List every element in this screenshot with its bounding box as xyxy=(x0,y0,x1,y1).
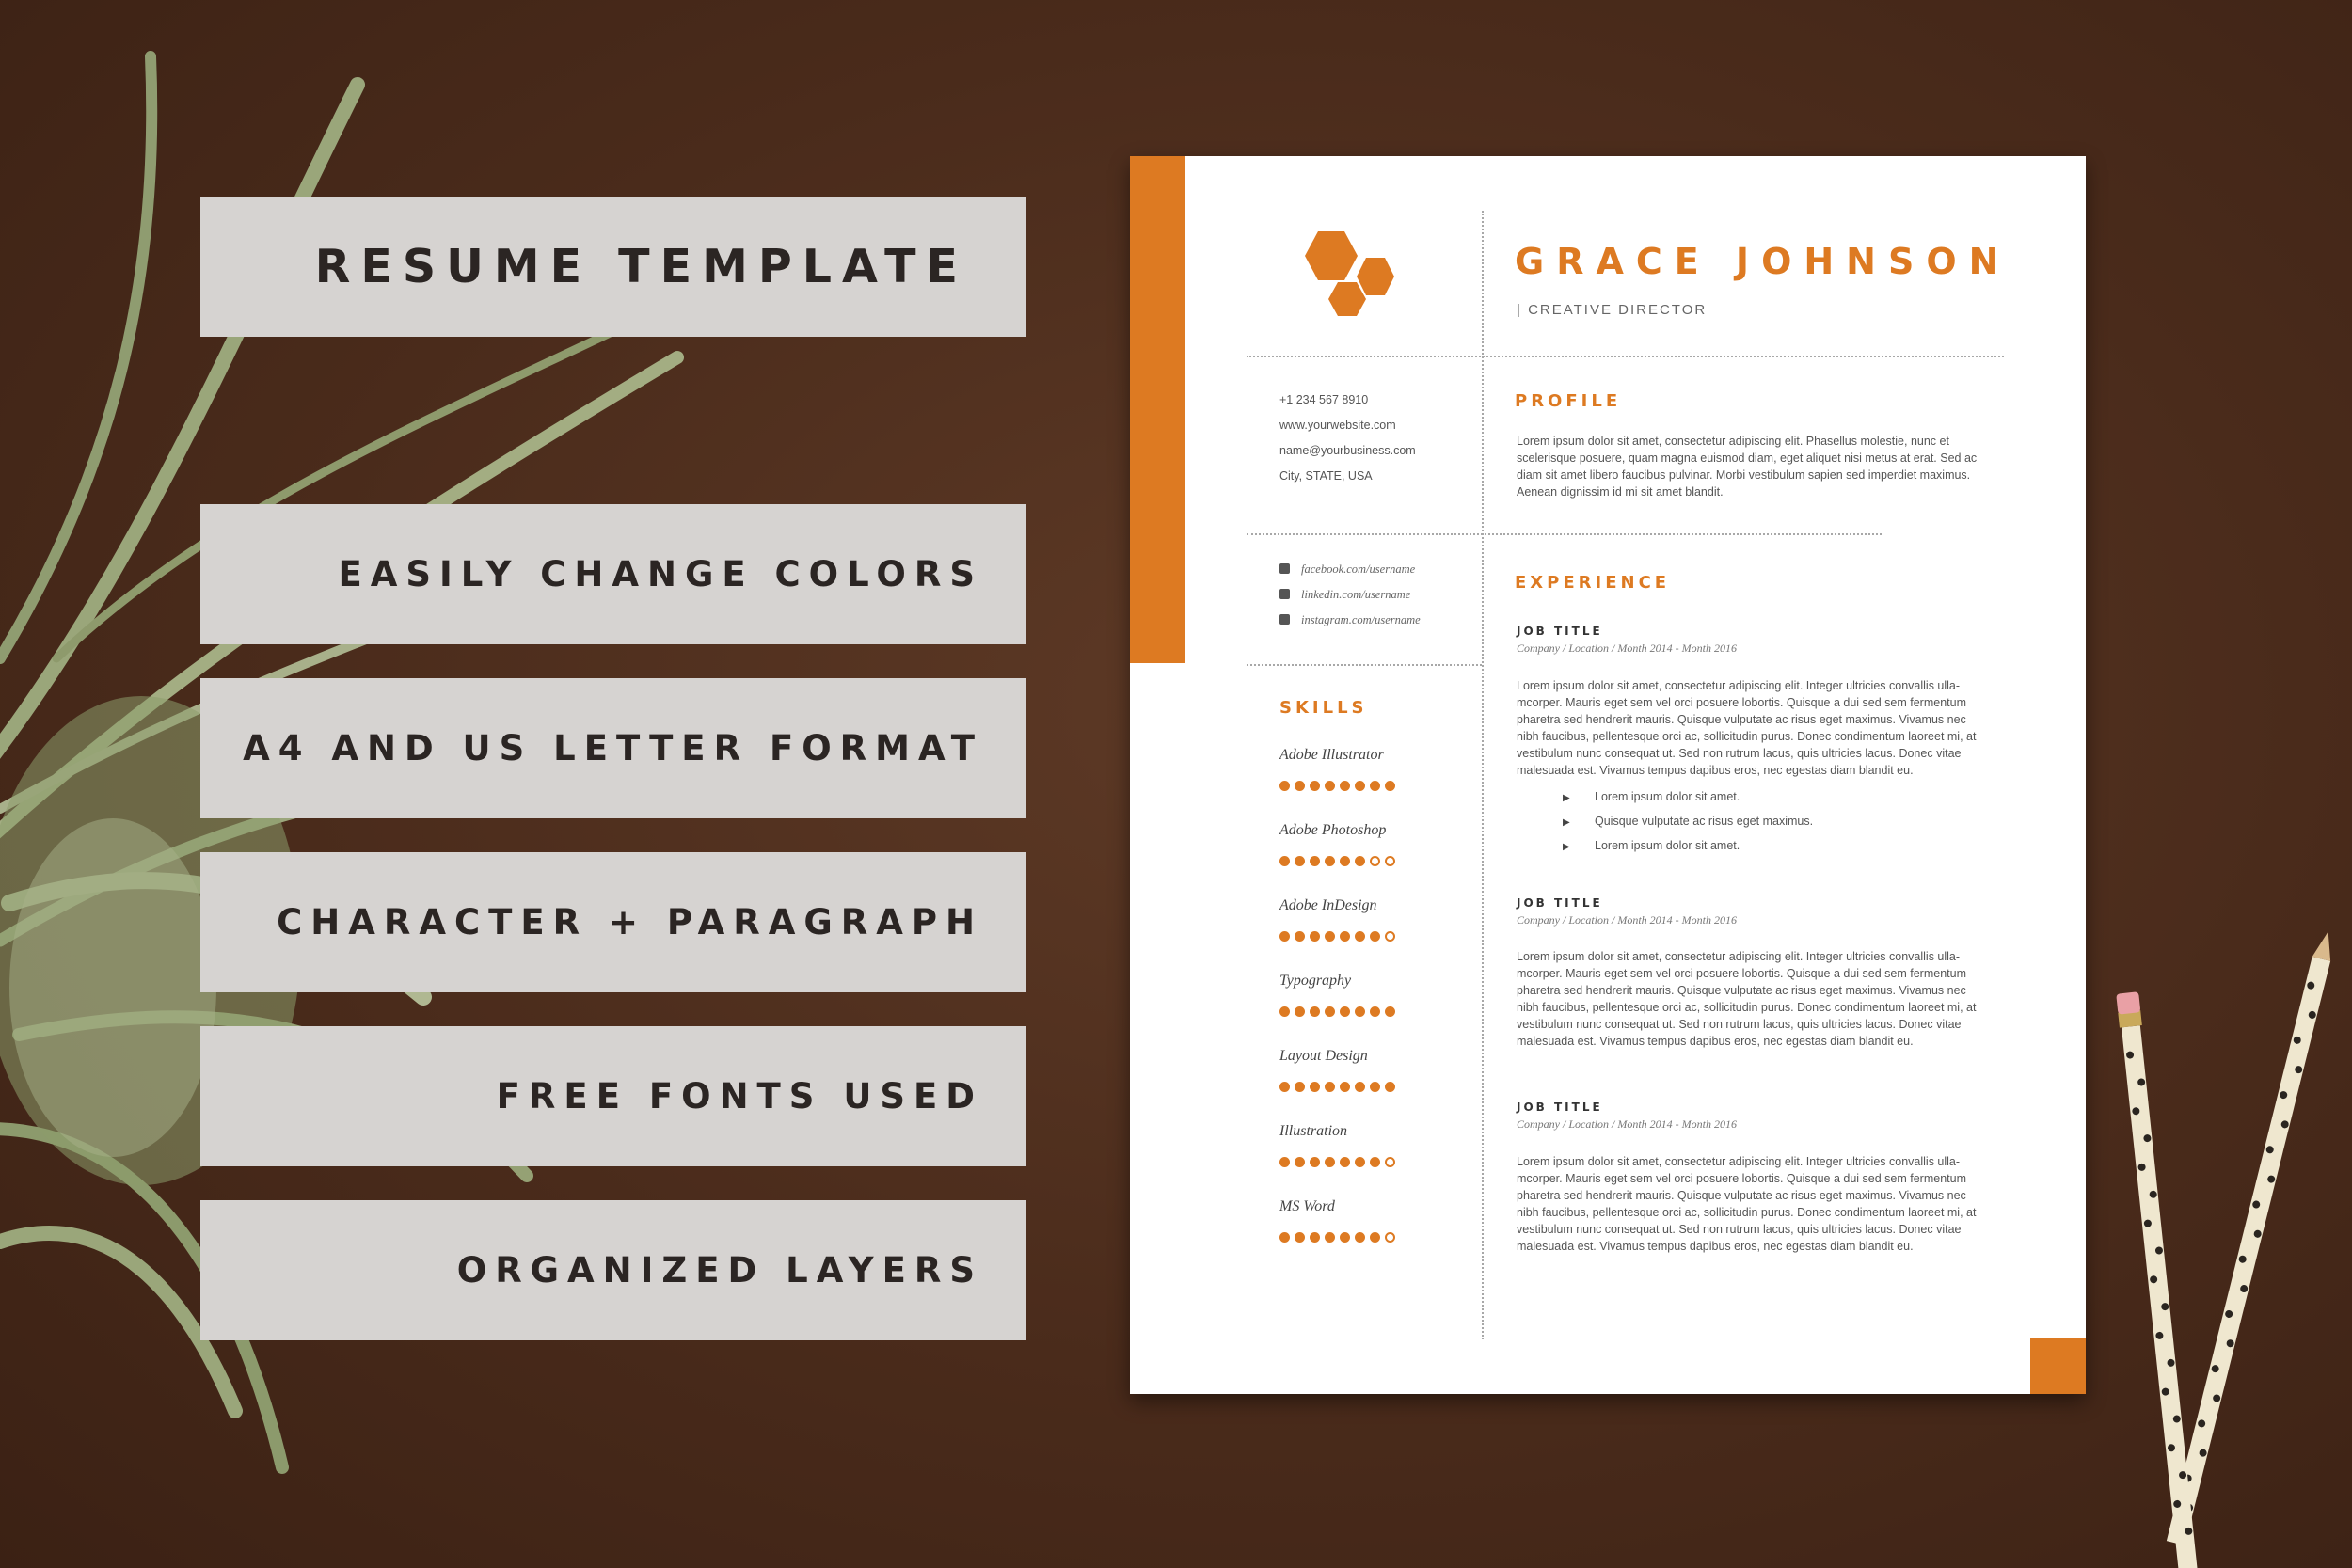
skill-dot-filled xyxy=(1340,1157,1350,1167)
skill-dot-filled xyxy=(1385,1006,1395,1017)
bullet-text: Quisque vulputate ac risus eget maximus. xyxy=(1595,815,1814,828)
skill-dot-filled xyxy=(1355,1082,1365,1092)
skill-dot-filled xyxy=(1370,1082,1380,1092)
social-instagram xyxy=(1279,613,1421,627)
skill-name: Layout Design xyxy=(1279,1048,1368,1064)
list-item: ▶ Lorem ipsum dolor sit amet. xyxy=(1563,839,1740,852)
skill-dot-empty xyxy=(1385,856,1395,866)
skill-dot-filled xyxy=(1340,1006,1350,1017)
contact-phone: +1 234 567 8910 xyxy=(1279,393,1369,406)
job-bullets xyxy=(1563,788,1813,862)
skill-dot-filled xyxy=(1295,1157,1305,1167)
skill-dot-filled xyxy=(1325,1006,1335,1017)
resume-name: GRACE JOHNSON xyxy=(1515,241,2011,282)
skill-dot-empty xyxy=(1385,931,1395,942)
divider xyxy=(1247,664,1482,666)
skills-heading: SKILLS xyxy=(1279,698,1368,718)
divider xyxy=(1247,356,2004,357)
resume-page xyxy=(1130,156,2086,1394)
skill-dot-filled xyxy=(1325,781,1335,791)
skill-dot-filled xyxy=(1279,931,1290,942)
skill-dot-filled xyxy=(1325,1232,1335,1243)
skill-name: Adobe Photoshop xyxy=(1279,822,1387,838)
skill-dot-filled xyxy=(1355,1157,1365,1167)
skill-dot-filled xyxy=(1279,1157,1290,1167)
skill-dot-filled xyxy=(1310,1082,1320,1092)
skill-dot-filled xyxy=(1355,1232,1365,1243)
job-meta: Company / Location / Month 2014 - Month 2016 xyxy=(1517,641,1737,655)
job-title: JOB TITLE xyxy=(1517,896,1603,910)
column-divider xyxy=(1482,211,1484,1339)
title-banner: RESUME TEMPLATE xyxy=(200,197,1026,337)
skill-dot-filled xyxy=(1340,856,1350,866)
job-title: JOB TITLE xyxy=(1517,1101,1603,1114)
skill-dot-filled xyxy=(1370,781,1380,791)
skill-dot-filled xyxy=(1310,931,1320,942)
skill-dot-filled xyxy=(1279,1082,1290,1092)
skill-dot-filled xyxy=(1325,931,1335,942)
skill-dot-filled xyxy=(1295,1082,1305,1092)
bullet-text: Lorem ipsum dolor sit amet. xyxy=(1595,839,1740,852)
job-meta: Company / Location / Month 2014 - Month 2016 xyxy=(1517,913,1737,927)
accent-bar xyxy=(1130,156,1185,663)
feature-banner: FREE FONTS USED xyxy=(200,1026,1026,1166)
bullet-text: Lorem ipsum dolor sit amet. xyxy=(1595,790,1740,803)
skill-dot-filled xyxy=(1325,1157,1335,1167)
skill-dot-filled xyxy=(1295,781,1305,791)
list-item: ▶ Lorem ipsum dolor sit amet. xyxy=(1563,790,1740,803)
skill-dot-filled xyxy=(1295,931,1305,942)
profile-heading: PROFILE xyxy=(1515,391,1622,411)
skill-dot-filled xyxy=(1325,1082,1335,1092)
social-label: facebook.com/username xyxy=(1301,562,1416,576)
skill-dot-filled xyxy=(1340,931,1350,942)
feature-banner: CHARACTER + PARAGRAPH xyxy=(200,852,1026,992)
skill-dot-filled xyxy=(1279,1006,1290,1017)
skill-dot-filled xyxy=(1370,1006,1380,1017)
feature-banner: ORGANIZED LAYERS xyxy=(200,1200,1026,1340)
linkedin-icon xyxy=(1279,589,1290,599)
skill-dot-filled xyxy=(1370,1232,1380,1243)
skill-dot-filled xyxy=(1340,1232,1350,1243)
job-meta: Company / Location / Month 2014 - Month 2016 xyxy=(1517,1117,1737,1131)
facebook-icon xyxy=(1279,563,1290,574)
feature-banner: A4 AND US LETTER FORMAT xyxy=(200,678,1026,818)
social-facebook xyxy=(1279,562,1415,577)
skill-dot-filled xyxy=(1295,1006,1305,1017)
skill-dot-empty xyxy=(1385,1157,1395,1167)
skill-dot-filled xyxy=(1295,1232,1305,1243)
experience-heading: EXPERIENCE xyxy=(1515,573,1671,593)
social-linkedin xyxy=(1279,588,1410,602)
skill-dot-filled xyxy=(1370,1157,1380,1167)
pencils-image xyxy=(2107,931,2352,1568)
skill-name: Adobe Illustrator xyxy=(1279,747,1384,763)
accent-square xyxy=(2030,1338,2086,1394)
skill-dot-filled xyxy=(1310,856,1320,866)
skill-dot-filled xyxy=(1355,931,1365,942)
skill-name: Illustration xyxy=(1279,1123,1348,1139)
skill-dot-filled xyxy=(1279,781,1290,791)
skill-dot-empty xyxy=(1385,1232,1395,1243)
skill-name: Adobe InDesign xyxy=(1279,897,1377,913)
skill-dot-filled xyxy=(1355,856,1365,866)
job-description: Lorem ipsum dolor sit amet, consectetur adipiscing elit. Integer ultricies convallis ulla-mcorper. Mauris eget sem vel orci posuere lobortis. Quisque a dui sed sem fermentum pharetra sed hendrerit mauris. Quisque vulputate ac risus eget maximus. Vivamus nec nibh faucibus, pellentesque orci ac, sollicitudin purus. Donec condimentum laoreet mi, at vestibulum nunc consequat ut. Sed non rutrum lacus, quis ultricies lacus. Donec vitae malesuada est. Vivamus tempus dapibus eros, nec egestas diam blandit eu. xyxy=(1517,950,1977,1048)
contact-email: name@yourbusiness.com xyxy=(1279,444,1416,457)
job-description: Lorem ipsum dolor sit amet, consectetur adipiscing elit. Integer ultricies convallis ulla-mcorper. Mauris eget sem vel orci posuere lobortis. Quisque a dui sed sem fermentum pharetra sed hendrerit mauris. Quisque vulputate ac risus eget maximus. Vivamus nec nibh faucibus, pellentesque orci ac, sollicitudin purus. Donec condimentum laoreet mi, at vestibulum nunc consequat ut. Sed non rutrum lacus, quis ultricies lacus. Donec vitae malesuada est. Vivamus tempus dapibus eros, nec egestas diam blandit eu. xyxy=(1517,679,1977,777)
skill-dot-filled xyxy=(1355,781,1365,791)
social-label: instagram.com/username xyxy=(1301,613,1421,626)
skill-dot-filled xyxy=(1385,1082,1395,1092)
feature-banner: EASILY CHANGE COLORS xyxy=(200,504,1026,644)
resume-role: | CREATIVE DIRECTOR xyxy=(1517,302,1708,318)
skill-dot-filled xyxy=(1385,781,1395,791)
skill-dot-filled xyxy=(1355,1006,1365,1017)
job-description: Lorem ipsum dolor sit amet, consectetur adipiscing elit. Integer ultricies convallis ulla-mcorper. Mauris eget sem vel orci posuere lobortis. Quisque a dui sed sem fermentum pharetra sed hendrerit mauris. Quisque vulputate ac risus eget maximus. Vivamus nec nibh faucibus, pellentesque orci ac, sollicitudin purus. Donec condimentum laoreet mi, at vestibulum nunc consequat ut. Sed non rutrum lacus, quis ultricies lacus. Donec vitae malesuada est. Vivamus tempus dapibus eros, nec egestas diam blandit eu. xyxy=(1517,1155,1977,1253)
skill-dot-filled xyxy=(1340,1082,1350,1092)
logo-hexagons-icon xyxy=(1302,230,1415,333)
skill-dot-filled xyxy=(1310,1006,1320,1017)
instagram-icon xyxy=(1279,614,1290,625)
skill-dot-filled xyxy=(1325,856,1335,866)
contact-website: www.yourwebsite.com xyxy=(1279,419,1396,432)
skill-dot-filled xyxy=(1310,1157,1320,1167)
profile-text: Lorem ipsum dolor sit amet, consectetur adipiscing elit. Phasellus molestie, nunc et scelerisque posuere, quam magna euismod diam, eget aliquet nisi metus at erat. Sed ac diam sit amet libero faucibus pulvinar. Morbi vestibulum sapien sed imperdiet maximus. Aenean dignissim id mi sit amet blandit. xyxy=(1517,435,1978,499)
job-title: JOB TITLE xyxy=(1517,625,1603,638)
skill-name: Typography xyxy=(1279,973,1352,989)
skill-dot-filled xyxy=(1310,1232,1320,1243)
skill-dot-empty xyxy=(1370,856,1380,866)
skill-dot-filled xyxy=(1295,856,1305,866)
divider xyxy=(1247,533,1882,535)
skill-dot-filled xyxy=(1310,781,1320,791)
social-label: linkedin.com/username xyxy=(1301,588,1411,601)
contact-location: City, STATE, USA xyxy=(1279,469,1373,483)
skill-dot-filled xyxy=(1340,781,1350,791)
skill-dot-filled xyxy=(1279,1232,1290,1243)
skill-dot-filled xyxy=(1279,856,1290,866)
skill-name: MS Word xyxy=(1279,1198,1335,1214)
skill-dot-filled xyxy=(1370,931,1380,942)
list-item: ▶ Quisque vulputate ac risus eget maximus. xyxy=(1563,815,1814,828)
